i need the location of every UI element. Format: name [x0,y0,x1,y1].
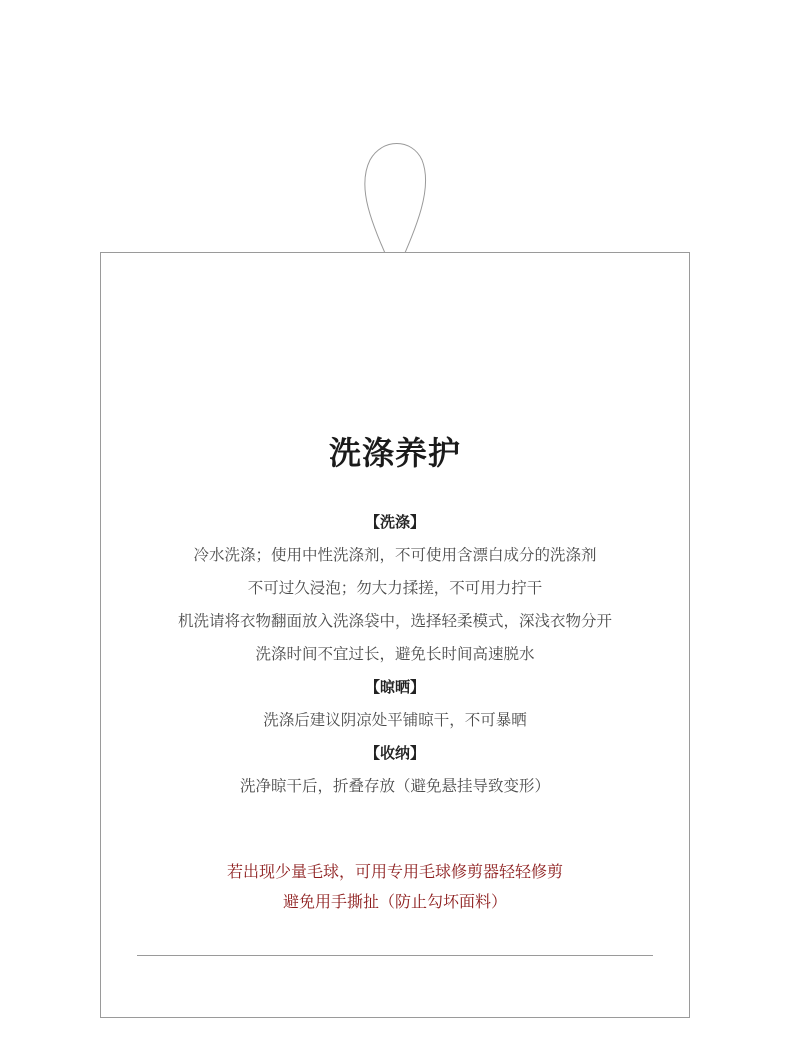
care-tag-card [100,252,690,1018]
pilling-note-1: 若出现少量毛球，可用专用毛球修剪器轻轻修剪 [226,862,563,881]
drying-line-1: 洗涤后建议阴凉处平铺晾干，不可暴晒 [263,711,527,729]
storage-line-1: 洗净晾干后，折叠存放（避免悬挂导致变形） [239,777,550,795]
divider [137,955,653,956]
washing-line-2: 不可过久浸泡；勿大力揉搓，不可用力拧干 [247,579,543,597]
page-title: 洗涤养护 [328,434,461,472]
section-heading-storage: 【收纳】 [364,744,425,762]
washing-line-4: 洗涤时间不宜过长，避免长时间高速脱水 [255,645,535,663]
washing-line-1: 冷水洗涤；使用中性洗涤剂，不可使用含漂白成分的洗涤剂 [193,546,597,564]
washing-line-3: 机洗请将衣物翻面放入洗涤袋中，选择轻柔模式，深浅衣物分开 [177,612,612,630]
pilling-note-2: 避免用手撕扯（防止勾坏面料） [282,892,507,911]
section-heading-drying: 【晾晒】 [364,678,425,696]
section-heading-washing: 【洗涤】 [364,513,425,531]
